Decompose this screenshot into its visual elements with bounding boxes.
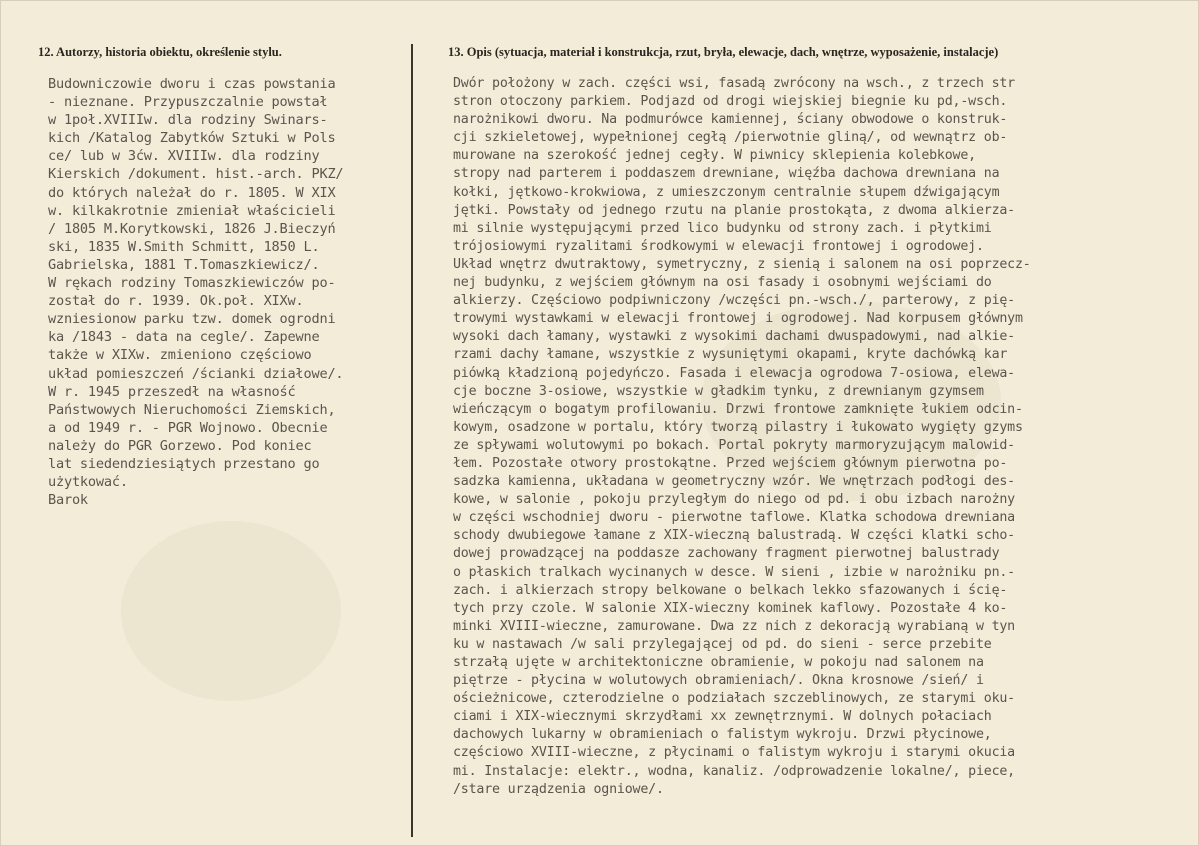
text-line: trójosiowymi ryzalitami środkowymi w elewacji frontowej i ogrodowej. bbox=[453, 238, 984, 254]
text-line: a od 1949 r. - PGR Wojnowo. Obecnie bbox=[48, 419, 328, 436]
text-line: stron otoczony parkiem. Podjazd od drogi wiejskiej biegnie ku pd,-wsch. bbox=[453, 94, 1008, 110]
text-line: ce/ lub w 3ćw. XVIIIw. dla rodziny bbox=[48, 148, 320, 165]
text-line: piówką kładzioną pojedyńczo. Fasada i elewacja ogrodowa 7-osiowa, elewa- bbox=[453, 365, 1015, 381]
text-line: alkierzy. Częściowo podpiwniczony /wczęści pn.-wsch./, parterowy, z pię- bbox=[453, 293, 1015, 309]
text-line: układ pomieszczeń /ścianki działowe/. bbox=[48, 365, 344, 382]
text-line: łem. Pozostałe otwory prostokątne. Przed wejściem głównym pierwotna po- bbox=[453, 455, 1008, 471]
text-line: Gabrielska, 1881 T.Tomaszkiewicz/. bbox=[48, 256, 320, 273]
text-line: zach. i alkierzach stropy belkowane o belkach lekko sfazowanych i ścię- bbox=[453, 582, 1008, 598]
description-text-block bbox=[453, 75, 1193, 799]
section-13-heading: 13. Opis (sytuacja, materiał i konstrukcja, rzut, bryła, elewacje, dach, wnętrze, wyposażenie, instalacje) bbox=[448, 45, 999, 59]
text-line: piętrze - płycina w wolutowych obramieniach/. Okna krosnowe /sień/ i bbox=[453, 673, 984, 689]
text-line: ski, 1835 W.Smith Schmitt, 1850 L. bbox=[48, 238, 320, 255]
column-divider bbox=[411, 44, 413, 837]
text-line: także w XIXw. zmieniono częściowo bbox=[48, 347, 312, 364]
text-line: kowe, w salonie , pokoju przyległym do niego od pd. i obu izbach narożny bbox=[453, 492, 1015, 508]
text-line: Budowniczowie dworu i czas powstania bbox=[48, 76, 336, 92]
text-line: strzałą ujęte w architektoniczne obramienie, w pokoju nad salonem na bbox=[453, 655, 984, 670]
text-line: kołki, jętkowo-krokwiowa, z umieszczonym centralnie słupem dźwigającym bbox=[453, 184, 1000, 200]
text-line: cje boczne 3-osiowe, wszystkie w gładkim tynku, z drewnianym gzymsem bbox=[453, 383, 984, 399]
history-text-block bbox=[48, 75, 408, 509]
text-line: dachowych lukarny w obramieniach o falistym wykroju. Drzwi płycinowe, bbox=[453, 727, 992, 743]
text-line: w części wschodniej dworu - pierwotne taflowe. Klatka schodowa drewniana bbox=[453, 510, 1015, 526]
text-line: wysoki dach łamany, wystawki z wysokimi dachami dwuspadowymi, nad alkie- bbox=[453, 329, 1015, 345]
text-line: /stare urządzenia ogniowe/. bbox=[453, 781, 664, 797]
text-line: wzniesionow parku tzw. domek ogrodni bbox=[48, 311, 336, 328]
text-line: narożnikowi dworu. Na podmurówce kamiennej, ściany obwodowe o konstruk- bbox=[453, 112, 1008, 128]
text-line: ościeżnicowe, czterodzielne o podziałach szczeblinowych, ze starymi oku- bbox=[453, 691, 1015, 707]
text-line: minki XVIII-wieczne, zamurowane. Dwa zz nich z dekoracją wyrabianą w tyn bbox=[453, 618, 1015, 634]
text-line: Barok bbox=[48, 492, 88, 509]
text-line: / 1805 M.Korytkowski, 1826 J.Bieczyń bbox=[48, 220, 336, 237]
section-12-heading: 12. Autorzy, historia obiektu, określenie stylu. bbox=[38, 45, 282, 59]
text-line: sadzka kamienna, układana w geometryczny wzór. We wnętrzach podłogi des- bbox=[453, 474, 1015, 490]
text-line: schody dwubiegowe łamane z XIX-wieczną balustradą. W części klatki scho- bbox=[453, 528, 1015, 544]
text-line: mi. Instalacje: elektr., wodna, kanaliz. /odprowadzenie lokalne/, piece, bbox=[453, 763, 1015, 779]
text-line: Państwowych Nieruchomości Ziemskich, bbox=[48, 401, 336, 418]
text-line: stropy nad parterem i poddaszem drewniane, więźba dachowa drewniana na bbox=[453, 166, 1000, 182]
text-line: dowej prowadzącej na poddasze zachowany fragment pierwotnej balustrady bbox=[453, 546, 1000, 562]
text-line: nej budynku, z wejściem głównym na osi fasady i osobnymi wejściami do bbox=[453, 275, 992, 291]
text-line: użytkować. bbox=[48, 474, 128, 491]
text-line: do których należał do r. 1805. W XIX bbox=[48, 184, 336, 201]
text-line: jętki. Powstały od jednego rzutu na planie prostokąta, z dwoma alkierza- bbox=[453, 202, 1015, 218]
text-line: ku w nastawach /w sali przylegającej od pd. do sieni - serce przebite bbox=[453, 636, 992, 652]
text-line: mi silnie występującymi przed lico budynku od strony zach. i płytkimi bbox=[453, 220, 992, 236]
text-line: ze spływami wolutowymi po bokach. Portal pokryty marmoryzującym malowid- bbox=[453, 437, 1015, 453]
text-line: częściowo XVIII-wieczne, z płycinami o falistym wykroju i starymi okucia bbox=[453, 745, 1015, 761]
text-line: kich /Katalog Zabytków Sztuki w Pols bbox=[48, 130, 336, 147]
text-line: rzami dachy łamane, wszystkie z wysuniętymi okapami, kryte dachówką kar bbox=[453, 347, 1008, 363]
text-line: cji szkieletowej, wypełnionej cegłą /pierwotnie gliną/, od wewnątrz ob- bbox=[453, 130, 1008, 146]
text-line: należy do PGR Gorzewo. Pod koniec bbox=[48, 437, 312, 454]
text-line: wieńczącym o bogatym profilowaniu. Drzwi frontowe zamknięte łukiem odcin- bbox=[453, 401, 1023, 417]
text-line: murowane na szerokość jednej cegły. W piwnicy sklepienia kolebkowe, bbox=[453, 148, 976, 164]
text-line: lat siedendziesiątych przestano go bbox=[48, 455, 320, 472]
text-line: w. kilkakrotnie zmieniał właścicieli bbox=[48, 202, 336, 219]
text-line: ciami i XIX-wiecznymi skrzydłami xx zewnętrznymi. W dolnych połaciach bbox=[453, 709, 992, 725]
text-line: trowymi wystawkami w elewacji frontowej i ogrodowej. Nad korpusem głównym bbox=[453, 311, 1023, 327]
paper-stain bbox=[121, 521, 341, 701]
text-line: o płaskich tralkach wycinanych w desce. W sieni , izbie w narożniku pn.- bbox=[453, 564, 1015, 580]
text-line: tych przy czole. W salonie XIX-wieczny kominek kaflowy. Pozostałe 4 ko- bbox=[453, 600, 1008, 616]
text-line: Kierskich /dokument. hist.-arch. PKZ/ bbox=[48, 166, 344, 183]
text-line: kowym, osadzone w portalu, który tworzą pilastry i łukowato wygięty gzyms bbox=[453, 419, 1023, 435]
text-line: Układ wnętrz dwutraktowy, symetryczny, z sienią i salonem na osi poprzecz- bbox=[453, 256, 1031, 272]
text-line: został do r. 1939. Ok.poł. XIXw. bbox=[48, 293, 304, 310]
text-line: W rękach rodziny Tomaszkiewiczów po- bbox=[48, 275, 336, 292]
text-line: W r. 1945 przeszedł na własność bbox=[48, 383, 296, 400]
text-line: Dwór położony w zach. części wsi, fasadą zwrócony na wsch., z trzech str bbox=[453, 76, 1015, 91]
text-line: w 1poł.XVIIIw. dla rodziny Swinars- bbox=[48, 112, 328, 129]
text-line: ka /1843 - data na cegle/. Zapewne bbox=[48, 329, 320, 346]
text-line: - nieznane. Przypuszczalnie powstał bbox=[48, 94, 328, 111]
